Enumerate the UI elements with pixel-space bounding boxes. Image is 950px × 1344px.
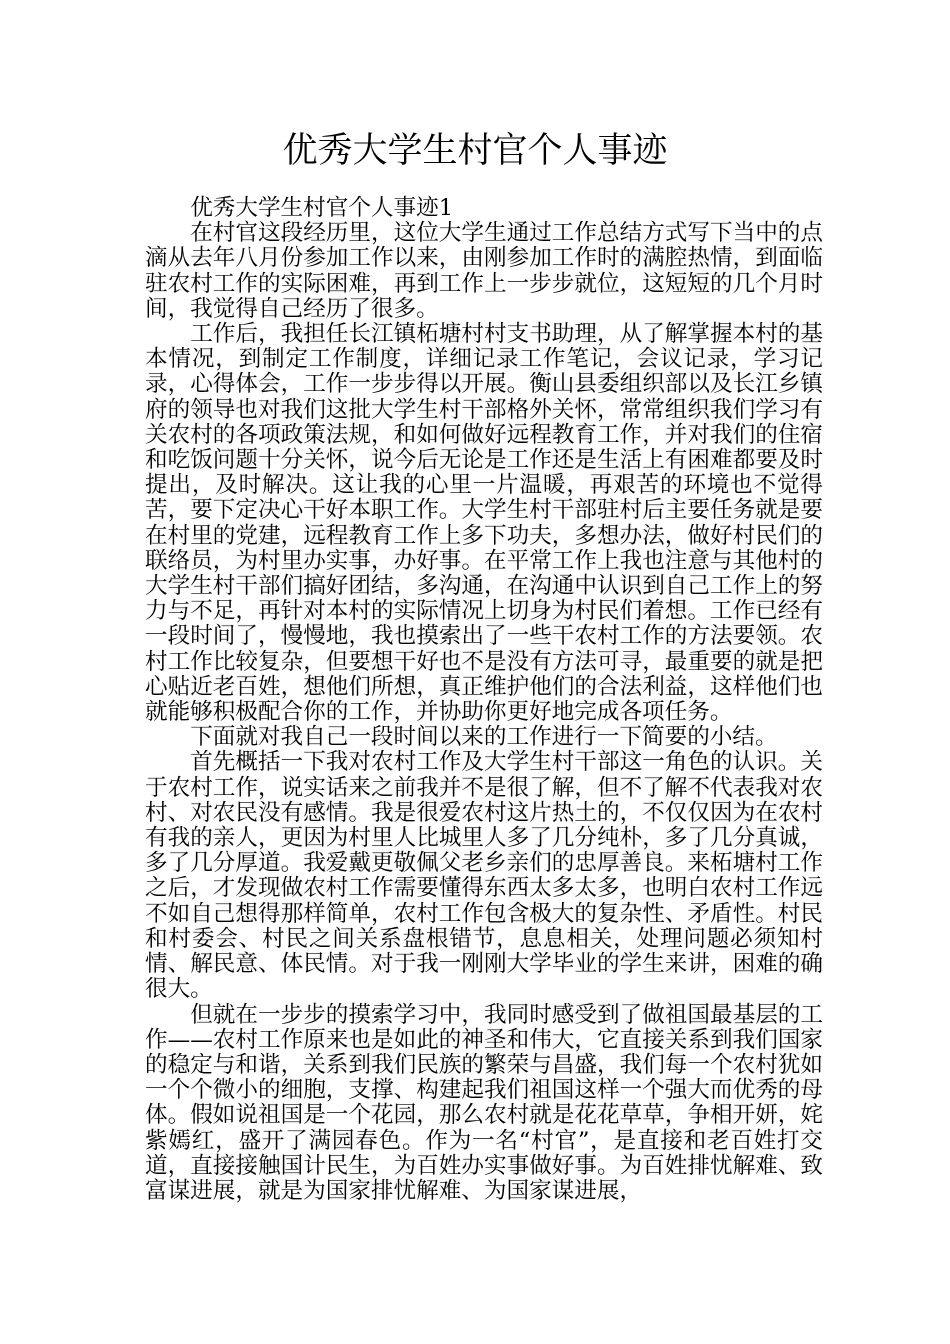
paragraph: 下面就对我自己一段时间以来的工作进行一下简要的小结。 [190,724,778,751]
document-body [145,196,823,1204]
paragraph: 但就在一步步的摸索学习中，我同时感受到了做祖国最基层的工作——农村工作原来也是如此的神圣和伟大，它直接关系到我们国家的稳定与和谐，关系到我们民族的繁荣与昌盛，我们每一个农村犹如一个个微小的细胞，支撑、构建起我们祖国这样一个强大而优秀的母体。假如说祖国是一个花园，那么农村就是花花草草，争相开妍，姹紫嫣红，盛开了满园春色。作为一名“村官”，是直接和老百姓打交道，直接接触国计民生，为百姓办实事做好事。为百姓排忧解难、致富谋进展，就是为国家排忧解难、为国家谋进展， [145,1001,823,1204]
paragraph: 在村官这段经历里，这位大学生通过工作总结方式写下当中的点滴从去年八月份参加工作以来，由刚参加工作时的满腔热情，到面临驻农村工作的实际困难，再到工作上一步步就位，这短短的几个月时间，我觉得自己经历了很多。 [145,220,823,322]
paragraph: 首先概括一下我对农村工作及大学生村干部这一角色的认识。关于农村工作，说实话来之前我并不是很了解，但不了解不代表我对农村、对农民没有感情。我是很爱农村这片热土的，不仅仅因为在农村有我的亲人，更因为村里人比城里人多了几分纯朴，多了几分真诚，多了几分厚道。我爱戴更敬佩父老乡亲们的忠厚善良。来柘塘村工作之后，才发现做农村工作需要懂得东西太多太多，也明白农村工作远不如自己想得那样简单，农村工作包含极大的复杂性、矛盾性。村民和村委会、村民之间关系盘根错节，息息相关，处理问题必须知村情、解民意、体民情。对于我一刚刚大学毕业的学生来讲，困难的确很大。 [145,749,823,1003]
document-title: 优秀大学生村官个人事迹 [282,131,668,171]
paragraph: 工作后，我担任长江镇柘塘村村支书助理，从了解掌握本村的基本情况，到制定工作制度，详细记录工作笔记，会议记录，学习记录，心得体会，工作一步步得以开展。衡山县委组织部以及长江乡镇府的领导也对我们这批大学生村干部格外关怀，常常组织我们学习有关农村的各项政策法规，和如何做好远程教育工作，并对我们的住宿和吃饭问题十分关怀，说今后无论是工作还是生活上有困难都要及时提出，及时解决。这让我的心里一片温暖，再艰苦的环境也不觉得苦，要下定决心干好本职工作。大学生村干部驻村后主要任务就是要在村里的党建，远程教育工作上多下功夫，多想办法，做好村民们的联络员，为村里办实事，办好事。在平常工作上我也注意与其他村的大学生村干部们搞好团结，多沟通，在沟通中认识到自己工作上的努力与不足，再针对本村的实际情况上切身为村民们着想。工作已经有一段时间了，慢慢地，我也摸索出了一些干农村工作的方法要领。农村工作比较复杂，但要想干好也不是没有方法可寻，最重要的就是把心贴近老百姓，想他们所想，真正维护他们的合法利益，这样他们也就能够积极配合你的工作，并协助你更好地完成各项任务。 [145,321,823,726]
paragraph-subtitle: 优秀大学生村官个人事迹1 [190,195,454,221]
